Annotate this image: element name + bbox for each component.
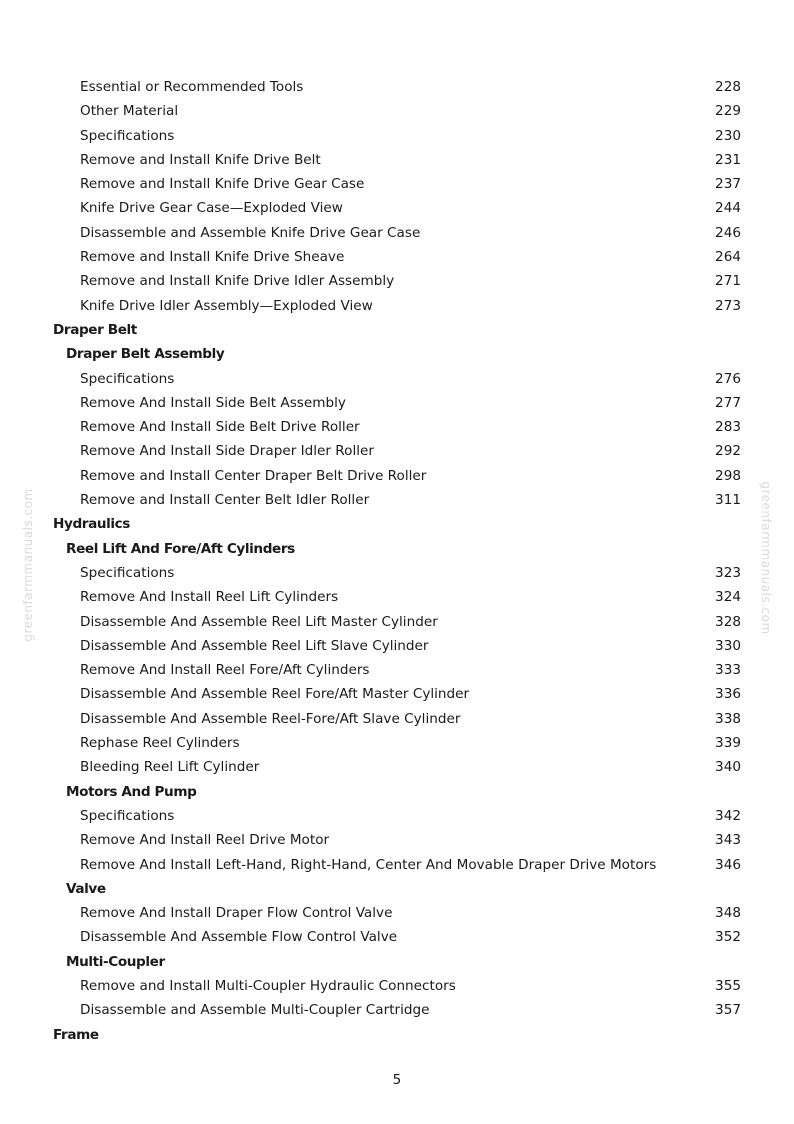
toc-entry-title: Remove And Install Draper Flow Control Valve <box>80 905 393 922</box>
toc-subsection-heading[interactable] <box>0 950 794 974</box>
toc-entry-page: 283 <box>715 419 741 436</box>
toc-entry-page: 277 <box>715 394 741 411</box>
toc-entry[interactable] <box>0 75 794 99</box>
toc-entry[interactable] <box>0 367 794 391</box>
toc-entry[interactable] <box>0 172 794 196</box>
toc-entry-page: 292 <box>715 443 741 460</box>
toc-entry-page: 357 <box>715 1002 741 1019</box>
toc-entry[interactable] <box>0 488 794 512</box>
toc-entry-page: 346 <box>715 856 741 873</box>
toc-section-heading[interactable] <box>0 318 794 342</box>
toc-entry-page: 231 <box>715 151 741 168</box>
toc-entry-title: Disassemble and Assemble Knife Drive Gear Case <box>80 224 421 241</box>
toc-entry-title: Remove And Install Reel Lift Cylinders <box>80 589 339 606</box>
toc-entry-title: Disassemble and Assemble Multi-Coupler Cartridge <box>80 1002 430 1019</box>
toc-entry-title: Rephase Reel Cylinders <box>80 735 240 752</box>
toc-entry[interactable] <box>0 245 794 269</box>
toc-entry[interactable] <box>0 707 794 731</box>
watermark-left: greenfarmmanuals.com <box>21 488 35 642</box>
toc-entry-page: 273 <box>715 297 741 314</box>
toc-entry[interactable] <box>0 974 794 998</box>
toc-entry-page: 340 <box>715 759 741 776</box>
table-of-contents <box>0 75 794 1047</box>
toc-entry[interactable] <box>0 853 794 877</box>
toc-entry[interactable] <box>0 439 794 463</box>
toc-entry-page: 333 <box>715 662 741 679</box>
toc-entry[interactable] <box>0 828 794 852</box>
toc-entry[interactable] <box>0 148 794 172</box>
toc-entry[interactable] <box>0 731 794 755</box>
toc-entry-title: Disassemble And Assemble Flow Control Valve <box>80 929 398 946</box>
toc-entry-title: Specifications <box>80 564 175 581</box>
toc-entry-title: Disassemble And Assemble Reel-Fore/Aft Slave Cylinder <box>80 710 461 727</box>
toc-entry-title: Disassemble And Assemble Reel Lift Slave Cylinder <box>80 637 429 654</box>
toc-entry[interactable] <box>0 561 794 585</box>
toc-entry-title: Remove and Install Knife Drive Sheave <box>80 249 345 266</box>
toc-entry[interactable] <box>0 755 794 779</box>
toc-entry-page: 237 <box>715 176 741 193</box>
toc-entry-page: 244 <box>715 200 741 217</box>
toc-entry-title: Multi-Coupler <box>66 953 165 970</box>
toc-entry-title: Remove And Install Reel Drive Motor <box>80 832 330 849</box>
watermark-right: greenfarmmanuals.com <box>759 481 773 635</box>
toc-entry-title: Draper Belt <box>53 321 137 338</box>
toc-entry-page: 330 <box>715 637 741 654</box>
toc-entry[interactable] <box>0 294 794 318</box>
toc-entry-page: 276 <box>715 370 741 387</box>
toc-entry[interactable] <box>0 998 794 1022</box>
toc-entry-title: Disassemble And Assemble Reel Lift Master Cylinder <box>80 613 438 630</box>
toc-entry-title: Knife Drive Idler Assembly—Exploded View <box>80 297 373 314</box>
toc-entry-title: Frame <box>53 1026 99 1043</box>
toc-entry-title: Knife Drive Gear Case—Exploded View <box>80 200 343 217</box>
toc-entry-title: Bleeding Reel Lift Cylinder <box>80 759 260 776</box>
toc-entry-page: 229 <box>715 103 741 120</box>
toc-entry-page: 336 <box>715 686 741 703</box>
toc-entry-title: Remove and Install Multi-Coupler Hydraulic Connectors <box>80 977 456 994</box>
toc-entry[interactable] <box>0 658 794 682</box>
toc-entry-title: Remove And Install Left-Hand, Right-Hand, Center And Movable Draper Drive Motors <box>80 856 657 873</box>
toc-entry[interactable] <box>0 464 794 488</box>
toc-entry-title: Specifications <box>80 807 175 824</box>
toc-entry-page: 339 <box>715 735 741 752</box>
toc-entry-title: Other Material <box>80 103 179 120</box>
toc-entry-page: 348 <box>715 905 741 922</box>
toc-entry[interactable] <box>0 634 794 658</box>
toc-entry-page: 246 <box>715 224 741 241</box>
toc-entry-page: 355 <box>715 977 741 994</box>
toc-entry-title: Remove and Install Knife Drive Idler Assembly <box>80 273 395 290</box>
toc-entry-page: 271 <box>715 273 741 290</box>
toc-entry-page: 298 <box>715 467 741 484</box>
toc-entry-title: Remove and Install Knife Drive Gear Case <box>80 176 365 193</box>
toc-entry[interactable] <box>0 901 794 925</box>
toc-entry[interactable] <box>0 196 794 220</box>
toc-entry[interactable] <box>0 269 794 293</box>
toc-entry-title: Hydraulics <box>53 516 130 533</box>
toc-entry-page: 311 <box>715 492 741 509</box>
toc-entry[interactable] <box>0 682 794 706</box>
toc-entry-title: Remove And Install Side Belt Drive Roller <box>80 419 360 436</box>
toc-entry[interactable] <box>0 925 794 949</box>
toc-entry-title: Valve <box>66 880 106 897</box>
toc-entry-title: Specifications <box>80 370 175 387</box>
toc-section-heading[interactable] <box>0 1023 794 1047</box>
toc-entry-page: 230 <box>715 127 741 144</box>
toc-entry-title: Remove and Install Knife Drive Belt <box>80 151 321 168</box>
toc-entry-title: Remove And Install Side Belt Assembly <box>80 394 346 411</box>
toc-entry[interactable] <box>0 99 794 123</box>
toc-entry-page: 264 <box>715 249 741 266</box>
toc-entry[interactable] <box>0 804 794 828</box>
toc-entry-page: 328 <box>715 613 741 630</box>
toc-entry[interactable] <box>0 221 794 245</box>
toc-entry-page: 342 <box>715 807 741 824</box>
toc-entry-page: 323 <box>715 564 741 581</box>
toc-entry[interactable] <box>0 610 794 634</box>
toc-entry-title: Specifications <box>80 127 175 144</box>
toc-entry-title: Remove and Install Center Belt Idler Roller <box>80 492 370 509</box>
toc-entry-title: Disassemble And Assemble Reel Fore/Aft Master Cylinder <box>80 686 470 703</box>
toc-entry[interactable] <box>0 585 794 609</box>
toc-entry[interactable] <box>0 415 794 439</box>
toc-entry-title: Essential or Recommended Tools <box>80 79 304 95</box>
toc-subsection-heading[interactable] <box>0 342 794 366</box>
toc-section-heading[interactable] <box>0 512 794 536</box>
toc-entry[interactable] <box>0 124 794 148</box>
toc-subsection-heading[interactable] <box>0 877 794 901</box>
toc-entry-page: 228 <box>715 79 741 95</box>
toc-entry-page: 343 <box>715 832 741 849</box>
toc-subsection-heading[interactable] <box>0 537 794 561</box>
toc-entry-title: Motors And Pump <box>66 783 197 800</box>
toc-entry-title: Remove and Install Center Draper Belt Drive Roller <box>80 467 427 484</box>
toc-entry-title: Remove And Install Reel Fore/Aft Cylinders <box>80 662 370 679</box>
toc-entry-page: 324 <box>715 589 741 606</box>
page-number: 5 <box>392 1072 402 1088</box>
toc-entry-title: Reel Lift And Fore/Aft Cylinders <box>66 540 295 557</box>
toc-entry-page: 352 <box>715 929 741 946</box>
toc-entry[interactable] <box>0 391 794 415</box>
toc-subsection-heading[interactable] <box>0 780 794 804</box>
toc-entry-page: 338 <box>715 710 741 727</box>
toc-entry-title: Draper Belt Assembly <box>66 346 225 363</box>
toc-entry-title: Remove And Install Side Draper Idler Roller <box>80 443 374 460</box>
